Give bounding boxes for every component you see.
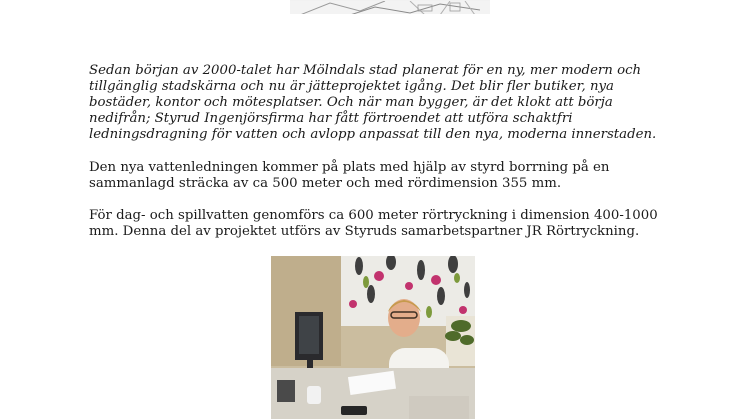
intro-line: nedifrån; Styrud Ingenjörsfirma har fått förtroendet att utföra schaktfri [89, 111, 573, 126]
wastewater-paragraph [89, 208, 679, 240]
paragraph-line: För dag- och spillvatten genomförs ca 600 meter rörtryckning i dimension 400-1000 [89, 208, 658, 223]
paragraph-line: Den nya vattenledningen kommer på plats med hjälp av styrd borrning på en [89, 160, 610, 175]
intro-line: bostäder, kontor och mötesplatser. Och när man bygger, är det klokt att börja [89, 95, 613, 110]
map-lines [290, 1, 490, 14]
office-photo [271, 256, 475, 419]
intro-line: ledningsdragning för vatten och avlopp anpassat till den nya, moderna innerstaden. [89, 127, 657, 142]
intro-line: tillgänglig stadskärna och nu är jätteprojektet igång. Det blir fler butiker, nya [89, 79, 614, 94]
photo-illustration [271, 256, 475, 419]
paragraph-line: sammanlagd sträcka av ca 500 meter och med rördimension 355 mm. [89, 176, 562, 191]
intro-line: Sedan början av 2000-talet har Mölndals stad planerat för en ny, mer modern och [89, 63, 642, 78]
map-image-fragment [290, 0, 490, 14]
water-pipe-paragraph [89, 160, 679, 192]
paragraph-line: mm. Denna del av projektet utförs av Styruds samarbetspartner JR Rörtryckning. [89, 224, 640, 239]
intro-paragraph [89, 63, 679, 143]
